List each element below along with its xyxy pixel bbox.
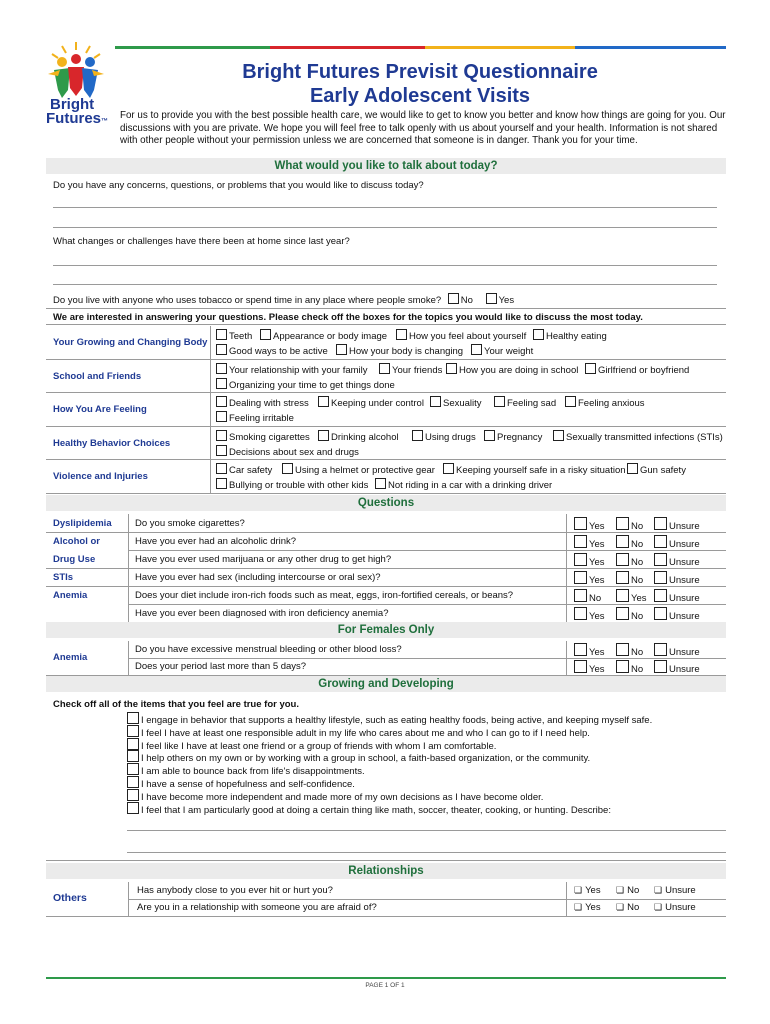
option-no[interactable]: ❏ No xyxy=(616,885,640,896)
checkbox-icon[interactable] xyxy=(654,571,667,584)
checkbox-icon[interactable] xyxy=(216,344,227,355)
logo-figures-icon xyxy=(40,40,112,100)
checkbox-icon[interactable] xyxy=(127,789,139,801)
topic-option-how-you-feel-about-yourself[interactable]: How you feel about yourself xyxy=(396,329,526,342)
growing-item[interactable]: I help others on my own or by working with a group in school, a faith-based organization, or the community. xyxy=(127,750,590,765)
checkbox-icon[interactable] xyxy=(127,802,139,814)
tobacco-no-checkbox[interactable] xyxy=(448,293,459,304)
checkbox-icon[interactable] xyxy=(318,430,329,441)
checkbox-icon[interactable] xyxy=(654,517,667,530)
option-yes[interactable]: Yes xyxy=(574,517,605,532)
option-yes[interactable]: ❏ Yes xyxy=(574,885,601,896)
checkbox-icon[interactable] xyxy=(494,396,505,407)
checkbox-icon[interactable] xyxy=(616,535,629,548)
checkbox-icon[interactable] xyxy=(565,396,576,407)
topic-label-your-growing-and-changing-body: Your Growing and Changing Body xyxy=(53,337,208,348)
checkbox-icon[interactable] xyxy=(616,643,629,656)
topic-option-how-your-body-is-changing[interactable]: How your body is changing xyxy=(336,344,463,357)
answer-line[interactable] xyxy=(53,265,717,266)
checkbox-icon[interactable] xyxy=(216,430,227,441)
topic-option-feeling-anxious[interactable]: Feeling anxious xyxy=(565,396,645,409)
option-no[interactable]: No xyxy=(616,517,643,532)
checkbox-icon[interactable] xyxy=(616,517,629,530)
checkbox-icon[interactable] xyxy=(396,329,407,340)
checkbox-icon[interactable]: ❏ xyxy=(654,902,663,912)
describe-line[interactable] xyxy=(127,830,726,831)
topic-option-dealing-with-stress[interactable]: Dealing with stress xyxy=(216,396,309,409)
page-title: Bright Futures Previsit Questionnaire Early Adolescent Visits xyxy=(242,61,598,107)
checkbox-icon[interactable] xyxy=(260,329,271,340)
option-unsure[interactable]: Unsure xyxy=(654,643,700,658)
checkbox-icon[interactable]: ❏ xyxy=(616,902,625,912)
option-no[interactable]: ❏ No xyxy=(616,902,640,913)
topic-option-decisions-about-sex-and-drugs[interactable]: Decisions about sex and drugs xyxy=(216,445,359,458)
topic-label-violence-and-injuries: Violence and Injuries xyxy=(53,471,148,483)
checkbox-icon[interactable] xyxy=(127,738,139,750)
checkbox-icon[interactable] xyxy=(574,607,587,620)
page-footer: PAGE 1 OF 1 xyxy=(365,982,405,989)
question-text: Have you ever had sex (including intercourse or oral sex)? xyxy=(135,572,381,583)
topic-option-using-a-helmet-or-protective-gear[interactable]: Using a helmet or protective gear xyxy=(282,463,435,476)
question-category: Anemia xyxy=(53,590,88,601)
option-no[interactable]: No xyxy=(616,535,643,550)
growing-item[interactable]: I engage in behavior that supports a healthy lifestyle, such as eating healthy foods, being active, and keeping myself safe. xyxy=(127,712,652,727)
checkbox-icon[interactable] xyxy=(127,763,139,775)
checkbox-icon[interactable] xyxy=(616,571,629,584)
question-text: Does your diet include iron-rich foods such as meat, eggs, iron-fortified cereals, or beans? xyxy=(135,590,514,601)
option-unsure[interactable]: Unsure xyxy=(654,517,700,532)
topic-option-bullying-or-trouble-with-other-kids[interactable]: Bullying or trouble with other kids xyxy=(216,478,368,491)
checkbox-icon[interactable] xyxy=(412,430,423,441)
question-text: Are you in a relationship with someone you are afraid of? xyxy=(137,902,377,913)
bright-futures-logo xyxy=(40,40,112,126)
checkbox-icon[interactable] xyxy=(654,535,667,548)
checkbox-icon[interactable]: ❏ xyxy=(574,885,583,895)
topic-option-your-weight[interactable]: Your weight xyxy=(471,344,533,357)
option-yes[interactable]: Yes xyxy=(574,643,605,658)
growing-item[interactable]: I feel I have at least one responsible adult in my life who cares about me and who I can go to if I need help. xyxy=(127,725,590,740)
checkbox-icon[interactable] xyxy=(216,329,227,340)
checkbox-icon[interactable] xyxy=(574,571,587,584)
topic-option-feeling-sad[interactable]: Feeling sad xyxy=(494,396,556,409)
checkbox-icon[interactable] xyxy=(318,396,329,407)
females-category: Anemia xyxy=(53,652,88,663)
growing-item[interactable]: I feel like I have at least one friend or a group of friends with whom I am comfortable. xyxy=(127,738,496,753)
checkbox-icon[interactable] xyxy=(430,396,441,407)
option-no[interactable]: No xyxy=(574,589,601,604)
checkbox-icon[interactable] xyxy=(471,344,482,355)
option-no[interactable]: No xyxy=(616,553,643,568)
topic-option-good-ways-to-be-active[interactable]: Good ways to be active xyxy=(216,344,328,357)
growing-header: Growing and Developing xyxy=(46,676,726,692)
growing-item[interactable]: I have become more independent and made more of my own decisions as I have become older. xyxy=(127,789,543,804)
question-text: Does your period last more than 5 days? xyxy=(135,661,307,672)
checkbox-icon[interactable] xyxy=(375,478,386,489)
option-unsure[interactable]: ❏ Unsure xyxy=(654,902,696,913)
checkbox-icon[interactable] xyxy=(216,378,227,389)
question-text: Has anybody close to you ever hit or hurt you? xyxy=(137,885,333,896)
question-category: Alcohol or xyxy=(53,536,100,547)
option-yes[interactable]: Yes xyxy=(574,607,605,622)
checkbox-icon[interactable] xyxy=(446,363,457,374)
checkbox-icon[interactable] xyxy=(216,463,227,474)
topic-option-drinking-alcohol[interactable]: Drinking alcohol xyxy=(318,430,399,443)
option-yes[interactable]: Yes xyxy=(574,553,605,568)
topic-option-sexually-transmitted-infections-stis[interactable]: Sexually transmitted infections (STIs) xyxy=(553,430,723,443)
topic-option-smoking-cigarettes[interactable]: Smoking cigarettes xyxy=(216,430,310,443)
option-unsure[interactable]: Unsure xyxy=(654,535,700,550)
top-color-bar xyxy=(115,46,726,49)
checkbox-icon[interactable]: ❏ xyxy=(574,902,583,912)
question-category: STIs xyxy=(53,572,74,583)
checkbox-icon[interactable]: ❏ xyxy=(616,885,625,895)
checkbox-icon[interactable] xyxy=(127,776,139,788)
question-category: Drug Use xyxy=(53,554,96,565)
topic-label-healthy-behavior-choices: Healthy Behavior Choices xyxy=(53,437,171,449)
checkbox-icon[interactable] xyxy=(574,589,587,602)
checkbox-icon[interactable] xyxy=(216,478,227,489)
relationships-header: Relationships xyxy=(46,863,726,879)
checkbox-icon[interactable] xyxy=(574,535,587,548)
checkbox-icon[interactable] xyxy=(574,660,587,673)
checkbox-icon[interactable] xyxy=(574,517,587,530)
topic-option-healthy-eating[interactable]: Healthy eating xyxy=(533,329,607,342)
option-yes[interactable]: Yes xyxy=(574,535,605,550)
answer-line[interactable] xyxy=(53,284,717,285)
checkbox-icon[interactable] xyxy=(379,363,390,374)
option-unsure[interactable]: Unsure xyxy=(654,589,700,604)
growing-item[interactable]: I am able to bounce back from life's disappointments. xyxy=(127,763,365,778)
topic-option-not-riding-in-a-car-with-a-drinking-driver[interactable]: Not riding in a car with a drinking driver xyxy=(375,478,552,491)
tobacco-yes-checkbox[interactable] xyxy=(486,293,497,304)
question-category: Dyslipidemia xyxy=(53,518,112,529)
checkbox-icon[interactable] xyxy=(127,712,139,724)
option-no[interactable]: No xyxy=(616,571,643,586)
logo-text-futures: Futures™ xyxy=(46,110,109,127)
topic-option-gun-safety[interactable]: Gun safety xyxy=(627,463,686,476)
question-text: Do you have excessive menstrual bleeding or other blood loss? xyxy=(135,644,402,655)
checkbox-icon[interactable] xyxy=(654,589,667,602)
checkbox-icon[interactable] xyxy=(654,607,667,620)
checkbox-icon[interactable] xyxy=(616,607,629,620)
question-text: Do you smoke cigarettes? xyxy=(135,518,245,529)
option-unsure[interactable]: Unsure xyxy=(654,571,700,586)
topic-option-teeth[interactable]: Teeth xyxy=(216,329,252,342)
topic-option-appearance-or-body-image[interactable]: Appearance or body image xyxy=(260,329,387,342)
question-text: Have you ever had an alcoholic drink? xyxy=(135,536,297,547)
option-no[interactable]: No xyxy=(616,607,643,622)
checkbox-icon[interactable] xyxy=(616,660,629,673)
interest-text: We are interested in answering your questions. Please check off the boxes for the topics you would like to discuss the most today. xyxy=(53,312,643,323)
growing-item[interactable]: I feel that I am particularly good at doing a certain thing like math, soccer, theater, cooking, or hunting. Describe: xyxy=(127,802,611,817)
checkbox-icon[interactable] xyxy=(216,411,227,422)
checkbox-icon[interactable] xyxy=(654,553,667,566)
checkbox-icon[interactable] xyxy=(443,463,454,474)
checkbox-icon[interactable] xyxy=(127,750,139,762)
females-header: For Females Only xyxy=(46,622,726,638)
describe-line[interactable] xyxy=(127,852,726,853)
topic-option-car-safety[interactable]: Car safety xyxy=(216,463,272,476)
option-unsure[interactable]: Unsure xyxy=(654,553,700,568)
checkbox-icon[interactable]: ❏ xyxy=(654,885,663,895)
checkbox-icon[interactable] xyxy=(533,329,544,340)
topic-option-your-relationship-with-your-family[interactable]: Your relationship with your family xyxy=(216,363,368,376)
concerns-question: Do you have any concerns, questions, or problems that you would like to discuss today? xyxy=(53,180,424,191)
checkbox-icon[interactable] xyxy=(627,463,638,474)
topic-option-keeping-yourself-safe-in-a-risky-situation[interactable]: Keeping yourself safe in a risky situation xyxy=(443,463,626,476)
growing-intro: Check off all of the items that you feel are true for you. xyxy=(53,699,299,710)
checkbox-icon[interactable] xyxy=(282,463,293,474)
topic-option-organizing-your-time-to-get-things-done[interactable]: Organizing your time to get things done xyxy=(216,378,395,391)
topic-label-how-you-are-feeling: How You Are Feeling xyxy=(53,404,147,416)
option-yes[interactable]: ❏ Yes xyxy=(574,902,601,913)
checkbox-icon[interactable] xyxy=(585,363,596,374)
answer-line[interactable] xyxy=(53,227,717,228)
checkbox-icon[interactable] xyxy=(127,725,139,737)
topic-option-how-you-are-doing-in-school[interactable]: How you are doing in school xyxy=(446,363,578,376)
growing-item[interactable]: I have a sense of hopefulness and self-confidence. xyxy=(127,776,355,791)
checkbox-icon[interactable] xyxy=(574,553,587,566)
logo-text-bright: Bright xyxy=(50,96,95,113)
topic-option-your-friends[interactable]: Your friends xyxy=(379,363,442,376)
tobacco-question: Do you live with anyone who uses tobacco or spend time in any place where people smoke? No Yes xyxy=(53,295,515,306)
topic-option-girlfriend-or-boyfriend[interactable]: Girlfriend or boyfriend xyxy=(585,363,689,376)
talk-header: What would you like to talk about today? xyxy=(46,158,726,174)
option-no[interactable]: No xyxy=(616,643,643,658)
topic-option-feeling-irritable[interactable]: Feeling irritable xyxy=(216,411,294,424)
option-yes[interactable]: Yes xyxy=(574,571,605,586)
changes-question: What changes or challenges have there been at home since last year? xyxy=(53,236,350,247)
option-unsure[interactable]: Unsure xyxy=(654,660,700,675)
topic-option-keeping-under-control[interactable]: Keeping under control xyxy=(318,396,424,409)
checkbox-icon[interactable] xyxy=(616,553,629,566)
relationships-category: Others xyxy=(53,892,87,904)
checkbox-icon[interactable] xyxy=(484,430,495,441)
option-unsure[interactable]: ❏ Unsure xyxy=(654,885,696,896)
question-text: Have you ever been diagnosed with iron deficiency anemia? xyxy=(135,608,389,619)
topic-option-pregnancy[interactable]: Pregnancy xyxy=(484,430,542,443)
checkbox-icon[interactable] xyxy=(216,396,227,407)
question-text: Have you ever used marijuana or any other drug to get high? xyxy=(135,554,392,565)
option-no[interactable]: No xyxy=(616,660,643,675)
option-unsure[interactable]: Unsure xyxy=(654,607,700,622)
checkbox-icon[interactable] xyxy=(654,643,667,656)
answer-line[interactable] xyxy=(53,207,717,208)
checkbox-icon[interactable] xyxy=(553,430,564,441)
checkbox-icon[interactable] xyxy=(654,660,667,673)
topic-label-school-and-friends: School and Friends xyxy=(53,370,142,382)
topic-option-sexuality[interactable]: Sexuality xyxy=(430,396,482,409)
option-yes[interactable]: Yes xyxy=(616,589,647,604)
topic-option-using-drugs[interactable]: Using drugs xyxy=(412,430,476,443)
questions-header: Questions xyxy=(46,495,726,511)
checkbox-icon[interactable] xyxy=(616,589,629,602)
checkbox-icon[interactable] xyxy=(336,344,347,355)
checkbox-icon[interactable] xyxy=(574,643,587,656)
option-yes[interactable]: Yes xyxy=(574,660,605,675)
intro-text: For us to provide you with the best possible health care, we would like to get to know you better and know how things are going for you. Our discussions with you are private. We hope you will feel free to talk openly with us about yourself and your health. Information is not shared with other people without your permission unless we are concerned that someone is in danger. Thank you for your time. xyxy=(120,110,726,147)
checkbox-icon[interactable] xyxy=(216,363,227,374)
checkbox-icon[interactable] xyxy=(216,445,227,456)
